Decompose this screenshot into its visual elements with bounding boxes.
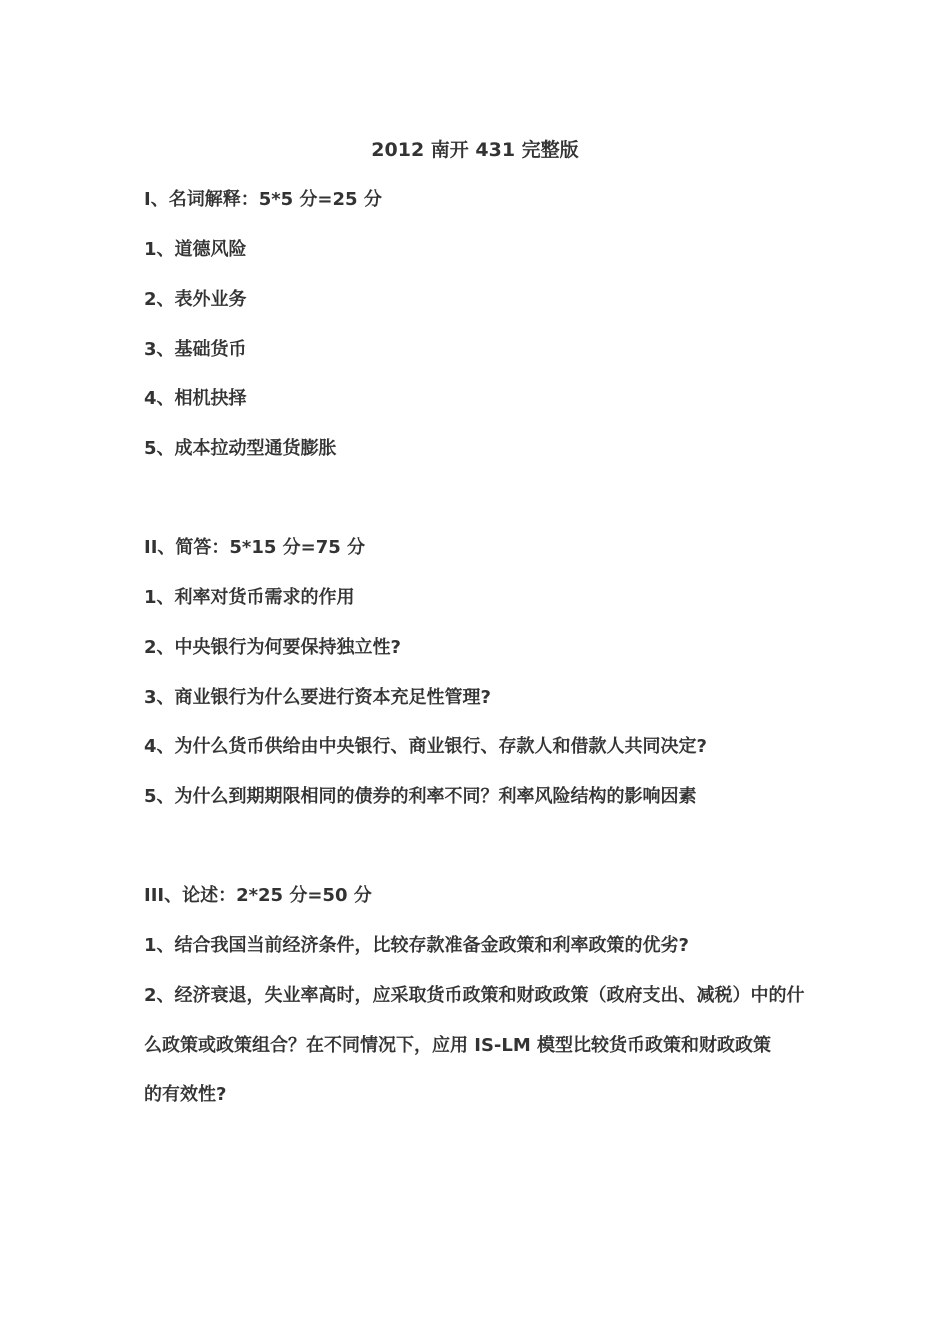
question-item: 3、基础货币 <box>144 339 247 360</box>
question-item: 4、相机抉择 <box>144 388 247 409</box>
question-item: 1、结合我国当前经济条件，比较存款准备金政策和利率政策的优劣? <box>144 935 689 956</box>
section-heading-2: II、简答：5*15 分=75 分 <box>144 537 366 558</box>
question-item: 5、成本拉动型通货膨胀 <box>144 438 337 459</box>
question-item: 3、商业银行为什么要进行资本充足性管理? <box>144 687 491 708</box>
question-item: 1、利率对货币需求的作用 <box>144 587 355 608</box>
question-item: 1、道德风险 <box>144 239 247 260</box>
question-item-continuation: 的有效性? <box>144 1084 227 1105</box>
question-item: 2、表外业务 <box>144 289 247 310</box>
question-item: 4、为什么货币供给由中央银行、商业银行、存款人和借款人共同决定? <box>144 736 707 757</box>
question-item-continuation: 么政策或政策组合？在不同情况下，应用 IS-LM 模型比较货币政策和财政政策 <box>144 1035 772 1056</box>
document-title: 2012 南开 431 完整版 <box>371 139 579 161</box>
section-heading-1: I、名词解释：5*5 分=25 分 <box>144 189 382 210</box>
question-item: 2、中央银行为何要保持独立性? <box>144 637 401 658</box>
section-heading-3: III、论述：2*25 分=50 分 <box>144 885 372 906</box>
question-item: 5、为什么到期期限相同的债券的利率不同？利率风险结构的影响因素 <box>144 786 697 807</box>
question-item: 2、经济衰退，失业率高时，应采取货币政策和财政政策（政府支出、减税）中的什 <box>144 985 805 1006</box>
